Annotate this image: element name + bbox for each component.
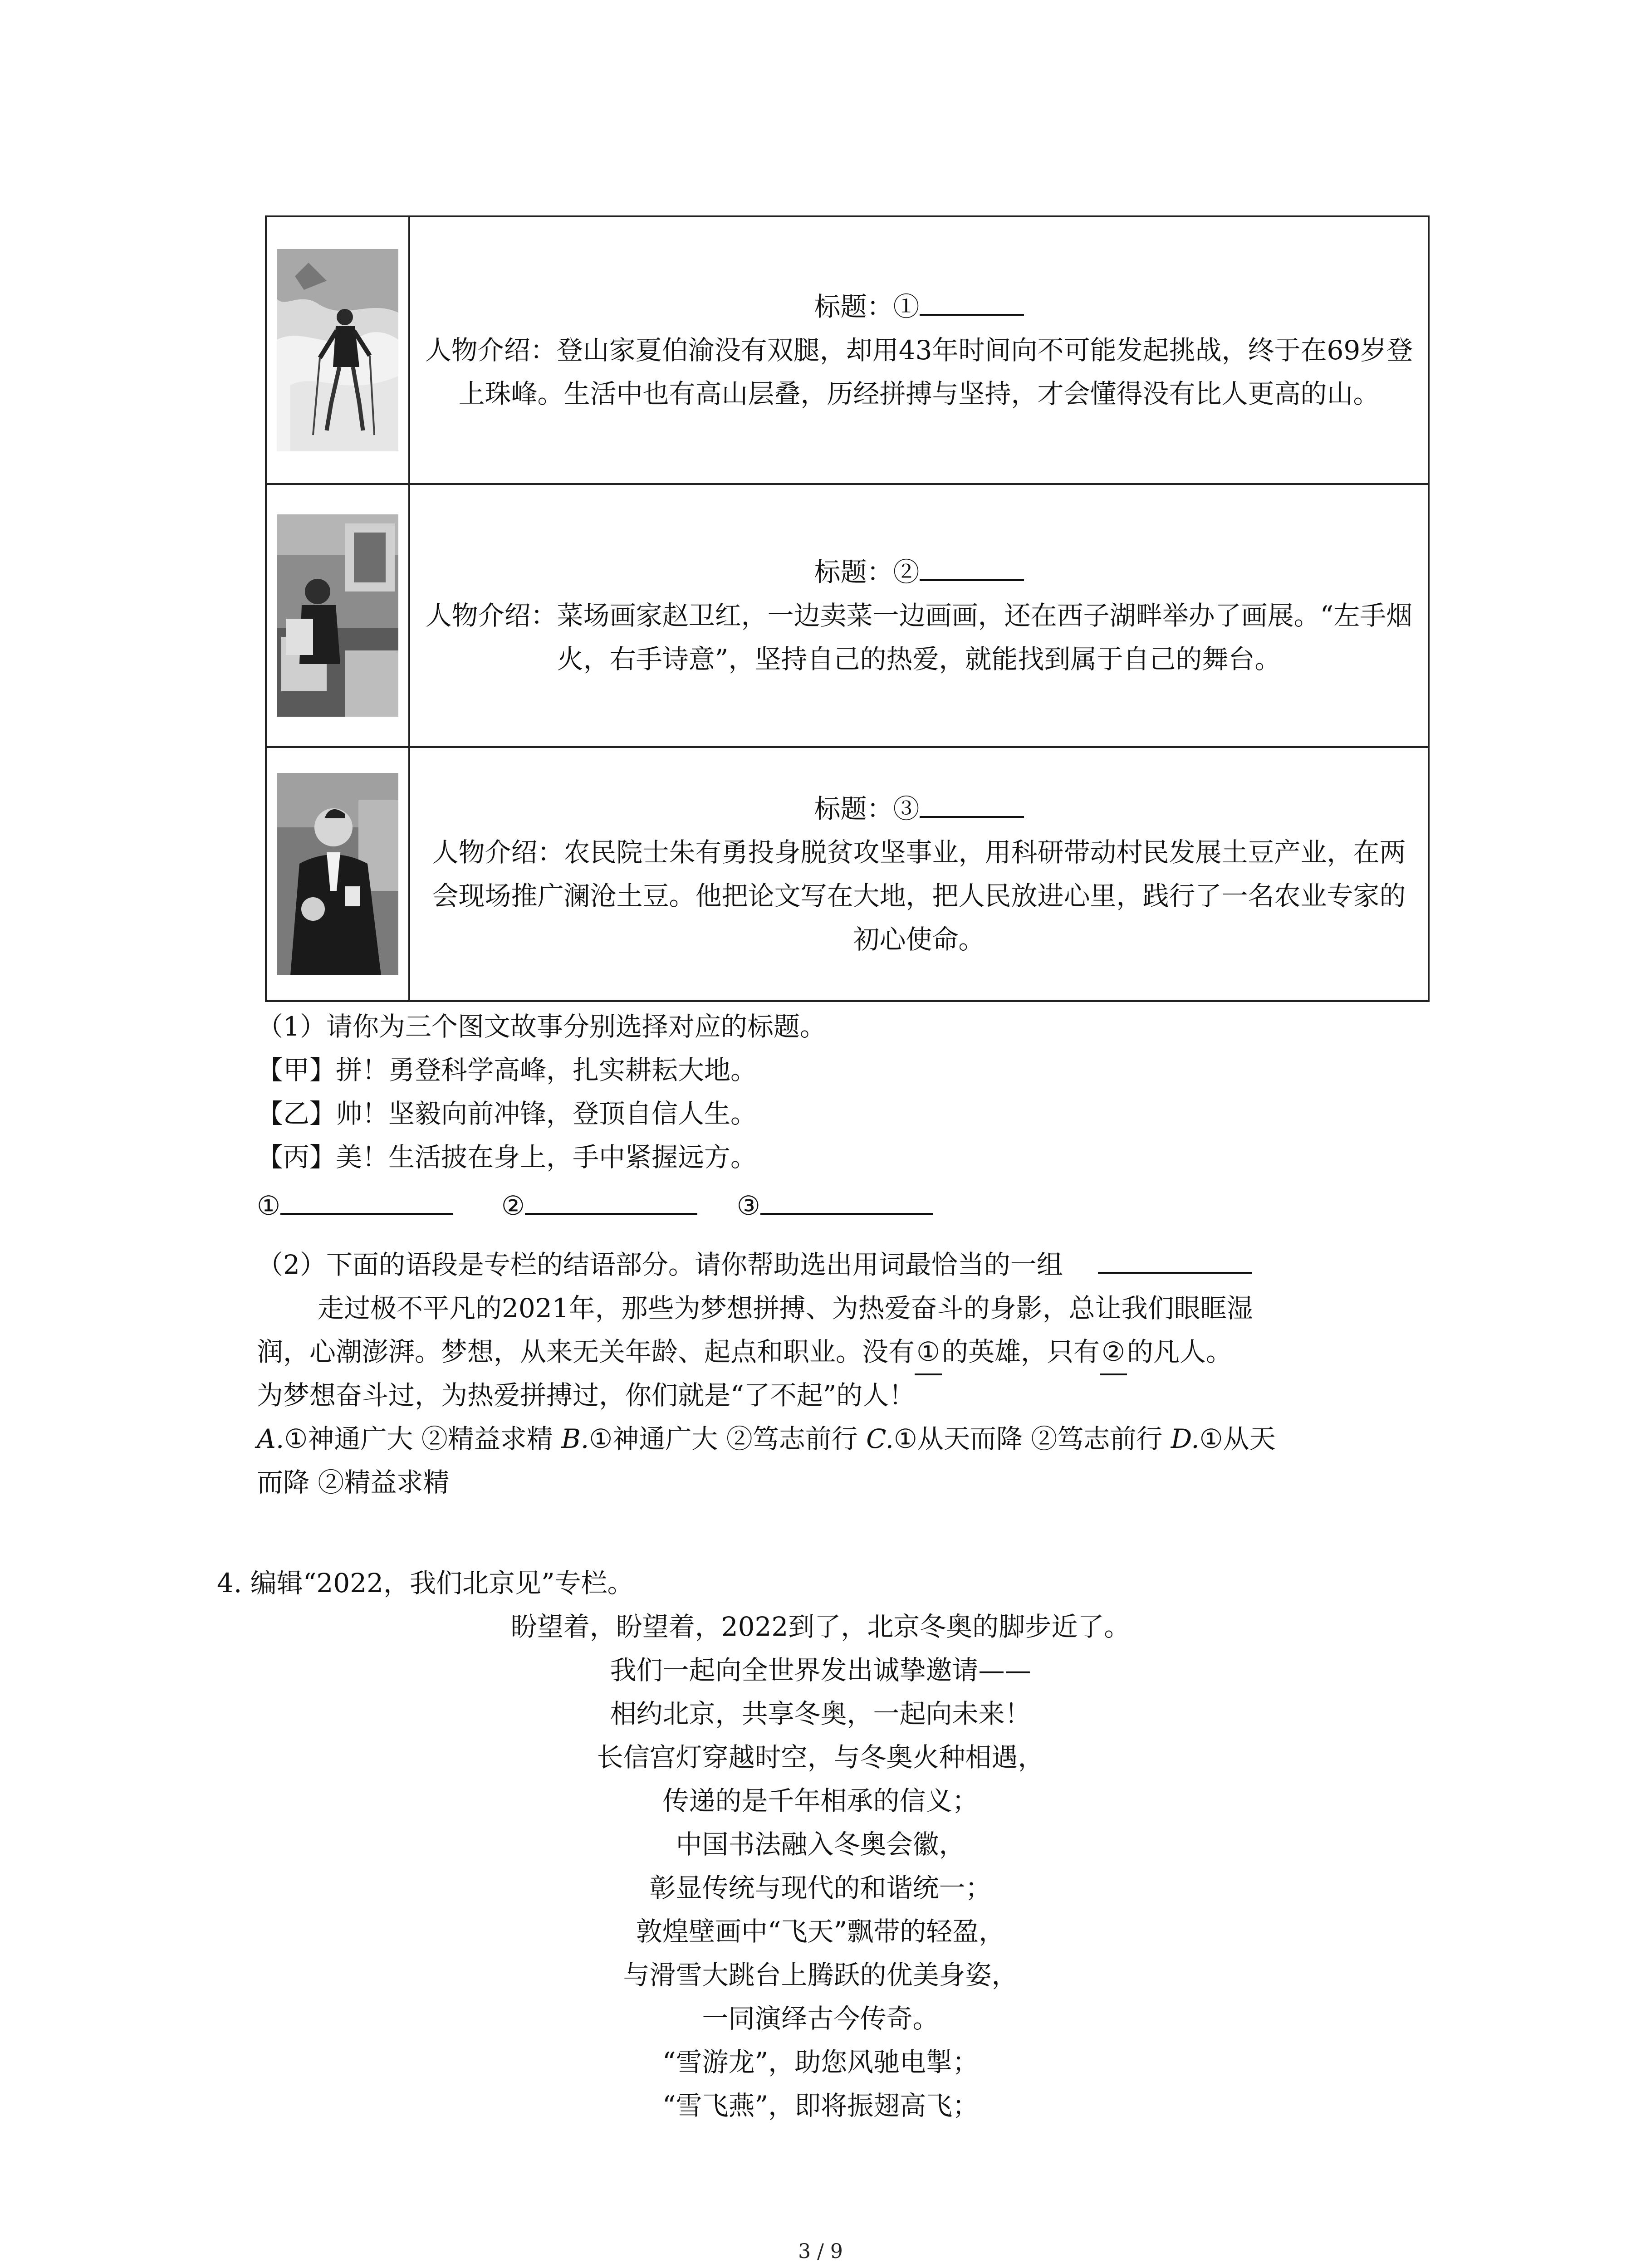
passage-blank-2[interactable]: ② — [1100, 1330, 1127, 1375]
passage-line: 走过极不平凡的2021年，那些为梦想拼搏、为热爱奋斗的身影，总让我们眼眶湿 — [318, 1293, 1253, 1324]
passage-line: 为梦想奋斗过，为热爱拼搏过，你们就是“了不起”的人！ — [257, 1380, 916, 1411]
passage-line — [257, 1330, 1232, 1375]
story-image-cell — [266, 484, 409, 747]
story-title-prefix: 标题：③ — [814, 793, 920, 824]
poem-line: “雪飞燕”，即将振翅高飞； — [662, 2090, 979, 2121]
choice-c[interactable]: ①从天而降 ②笃志前行 — [893, 1423, 1171, 1454]
poem — [0, 1605, 1641, 2127]
title-option: 【丙】美！生活披在身上，手中紧握远方。 — [257, 1142, 757, 1173]
title-answer-blank[interactable] — [920, 554, 1024, 581]
story-image-cell — [266, 216, 409, 484]
answer-blank[interactable] — [760, 1186, 933, 1215]
story-row — [266, 216, 1429, 484]
poem-line: 长信宫灯穿越时空，与冬奥火种相遇， — [597, 1742, 1044, 1773]
answer-mark: ② — [501, 1190, 525, 1221]
answer-blank[interactable] — [280, 1186, 453, 1215]
market-painter-photo — [277, 514, 398, 717]
story-image-cell — [266, 747, 409, 1001]
story-intro: 人物介绍：登山家夏伯渝没有双腿，却用43年时间向不可能发起挑战，终于在69岁登上珠峰。生活中也有高山层叠，历经拼搏与坚持，才会懂得没有比人更高的山。 — [425, 335, 1413, 409]
part2-answer-blank[interactable] — [1098, 1245, 1252, 1274]
choice-a[interactable]: ①神通广大 ②精益求精 — [284, 1423, 562, 1454]
story-table — [265, 215, 1430, 1002]
poem-line: 传递的是千年相承的信义； — [662, 1785, 979, 1816]
academician-photo — [277, 773, 398, 975]
title-option: 【甲】拼！勇登科学高峰，扎实耕耘大地。 — [257, 1055, 757, 1085]
story-title-line — [423, 285, 1415, 328]
passage-blank-1[interactable]: ① — [915, 1330, 942, 1375]
story-intro: 人物介绍：农民院士朱有勇投身脱贫攻坚事业，用科研带动村民发展土豆产业，在两会现场推广澜沧土豆。他把论文写在大地，把人民放进心里，践行了一名农业专家的初心使命。 — [432, 837, 1406, 955]
passage-segment: 的凡人。 — [1127, 1336, 1233, 1367]
poem-line: 与滑雪大跳台上腾跃的优美身姿， — [623, 1960, 1018, 1990]
poem-line: 彰显传统与现代的和谐统一； — [649, 1872, 992, 1903]
answer-mark: ③ — [736, 1190, 760, 1221]
story-title-line — [423, 550, 1415, 594]
story-row — [266, 484, 1429, 747]
choice-d[interactable]: ①从天 — [1199, 1423, 1276, 1454]
story-title-prefix: 标题：① — [814, 291, 920, 322]
story-text-cell — [409, 484, 1429, 747]
choice-c-letter: C. — [866, 1423, 894, 1454]
choice-d-continued[interactable]: 而降 ②精益求精 — [257, 1467, 450, 1498]
title-answer-blank[interactable] — [920, 288, 1024, 316]
part2-prompt: （2）下面的语段是专栏的结语部分。请你帮助选出用词最恰当的一组 — [257, 1249, 1063, 1280]
choice-b[interactable]: ①神通广大 ②笃志前行 — [589, 1423, 867, 1454]
story-intro: 人物介绍：菜场画家赵卫红，一边卖菜一边画画，还在西子湖畔举办了画展。“左手烟火，右手诗意”，坚持自己的热爱，就能找到属于自己的舞台。 — [425, 600, 1413, 675]
story-text-cell — [409, 216, 1429, 484]
choice-b-letter: B. — [561, 1423, 589, 1454]
passage-segment: 润，心潮澎湃。梦想，从来无关年龄、起点和职业。没有 — [257, 1336, 915, 1367]
part2-prompt-row — [257, 1243, 1252, 1286]
poem-line: “雪游龙”，助您风驰电掣； — [662, 2047, 979, 2077]
answer-blanks-row — [257, 1184, 933, 1227]
choice-d-letter: D. — [1171, 1423, 1200, 1454]
poem-line: 盼望着，盼望着，2022到了，北京冬奥的脚步近了。 — [510, 1611, 1131, 1642]
story-row — [266, 747, 1429, 1001]
poem-line: 相约北京，共享冬奥，一起向未来！ — [610, 1698, 1031, 1729]
answer-mark: ① — [257, 1190, 280, 1221]
question-4-heading: 4. 编辑“2022，我们北京见”专栏。 — [217, 1568, 634, 1598]
choice-a-letter: A. — [257, 1423, 284, 1454]
answer-blank[interactable] — [525, 1186, 697, 1215]
choices-row — [257, 1417, 1276, 1461]
page-number: 3 / 9 — [798, 2240, 843, 2263]
mountaineer-photo — [277, 249, 398, 451]
title-option: 【乙】帅！坚毅向前冲锋，登顶自信人生。 — [257, 1098, 757, 1129]
poem-line: 中国书法融入冬奥会徽， — [676, 1829, 965, 1860]
story-text-cell — [409, 747, 1429, 1001]
poem-line: 一同演绎古今传奇。 — [702, 2003, 939, 2034]
poem-line: 我们一起向全世界发出诚挚邀请—— — [610, 1655, 1031, 1686]
story-title-line — [423, 787, 1415, 831]
part1-prompt: （1）请你为三个图文故事分别选择对应的标题。 — [257, 1011, 826, 1042]
title-answer-blank[interactable] — [920, 791, 1024, 818]
poem-line: 敦煌壁画中“飞天”飘带的轻盈， — [636, 1916, 1005, 1947]
passage-segment: 的英雄，只有 — [942, 1336, 1100, 1367]
story-title-prefix: 标题：② — [814, 557, 920, 587]
